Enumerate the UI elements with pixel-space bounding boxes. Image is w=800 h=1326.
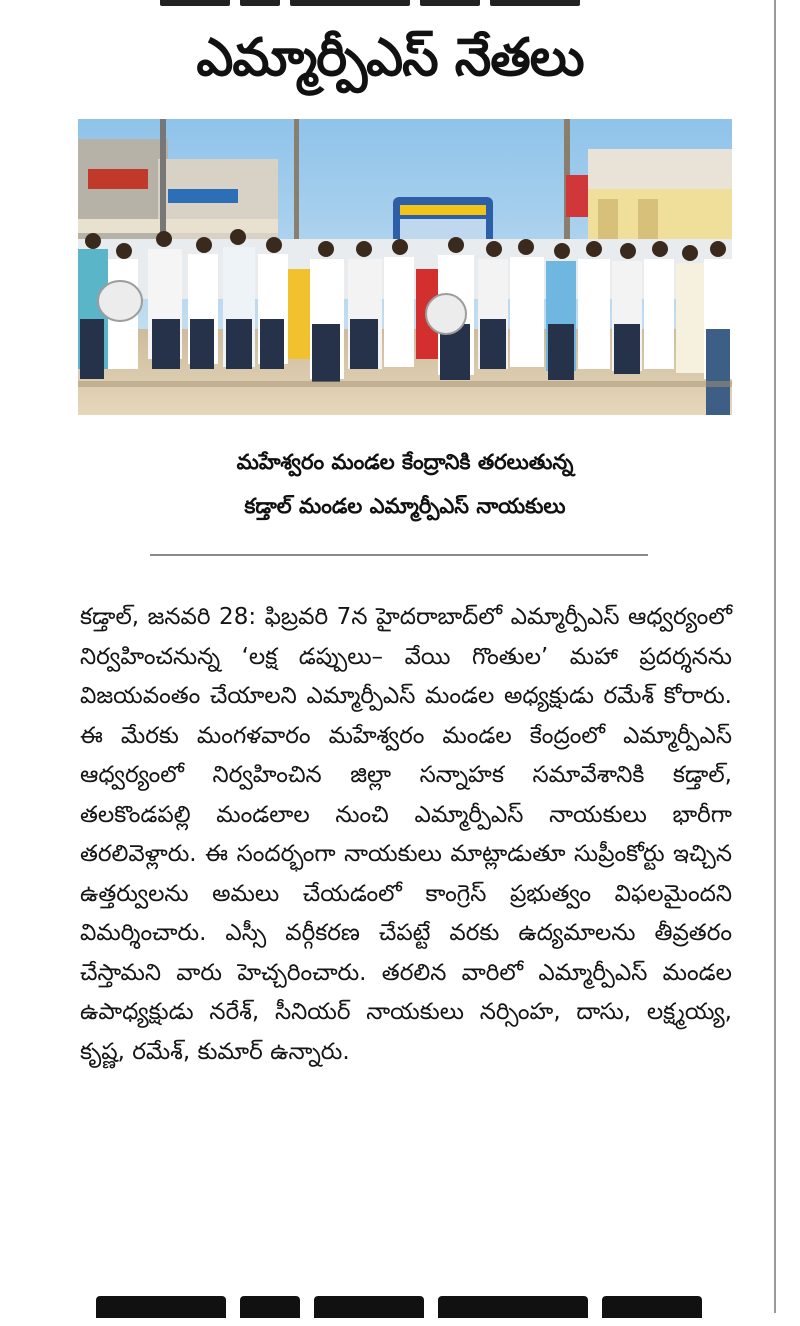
- caption-divider: [150, 554, 648, 556]
- photo-caption: [100, 440, 710, 528]
- column-rule: [774, 0, 776, 1313]
- next-headline-cut: [96, 1286, 716, 1326]
- article-headline: ఎమ్మార్పీఎస్ నేతలు: [196, 28, 584, 88]
- photo-caption-line-1: మహేశ్వరం మండల కేంద్రానికి తరలుతున్న: [236, 450, 574, 474]
- previous-headline-cut: [160, 0, 620, 6]
- procession-photo: [78, 119, 732, 415]
- photo-caption-line-2: కడ్తాల్ మండల ఎమ్మార్పీఎస్ నాయకులు: [244, 494, 566, 518]
- article-body: కడ్తాల్, జనవరి 28: ఫిబ్రవరి 7న హైదరాబాద్‌లో ఎమ్మార్పీఎస్ ఆధ్వర్యంలో నిర్వహించనున్న ‘లక్ష డప్పులు– వేయి గొంతుల’ మహా ప్రదర్శనను విజయవంతం చేయాలని ఎమ్మార్పీఎస్ మండల అధ్యక్షుడు రమేశ్ కోరారు. ఈ మేరకు మంగళవారం మహేశ్వరం మండల కేంద్రంలో ఎమ్మార్పీఎస్ ఆధ్వర్యంలో నిర్వహించిన జిల్లా సన్నాహక సమావేశానికి కడ్తాల్, తలకొండపల్లి మండలాల నుంచి ఎమ్మార్పీఎస్ నాయకులు భారీగా తరలివెళ్లారు. ఈ సందర్భంగా నాయకులు మాట్లాడుతూ సుప్రీంకోర్టు ఇచ్చిన ఉత్తర్వులను అమలు చేయడంలో కాంగ్రెస్ ప్రభుత్వం విఫలమైందని విమర్శించారు. ఎస్సీ వర్గీకరణ చేపట్టే వరకు ఉద్యమాలను తీవ్రతరం చేస్తామని వారు హెచ్చరించారు. తరలిన వారిలో ఎమ్మార్పీఎస్ మండల ఉపాధ్యక్షుడు నరేశ్, సీనియర్ నాయకులు నర్సింహ, దాసు, లక్ష్మయ్య, కృష్ణ, రమేశ్, కుమార్ ఉన్నారు.: [80, 604, 732, 1065]
